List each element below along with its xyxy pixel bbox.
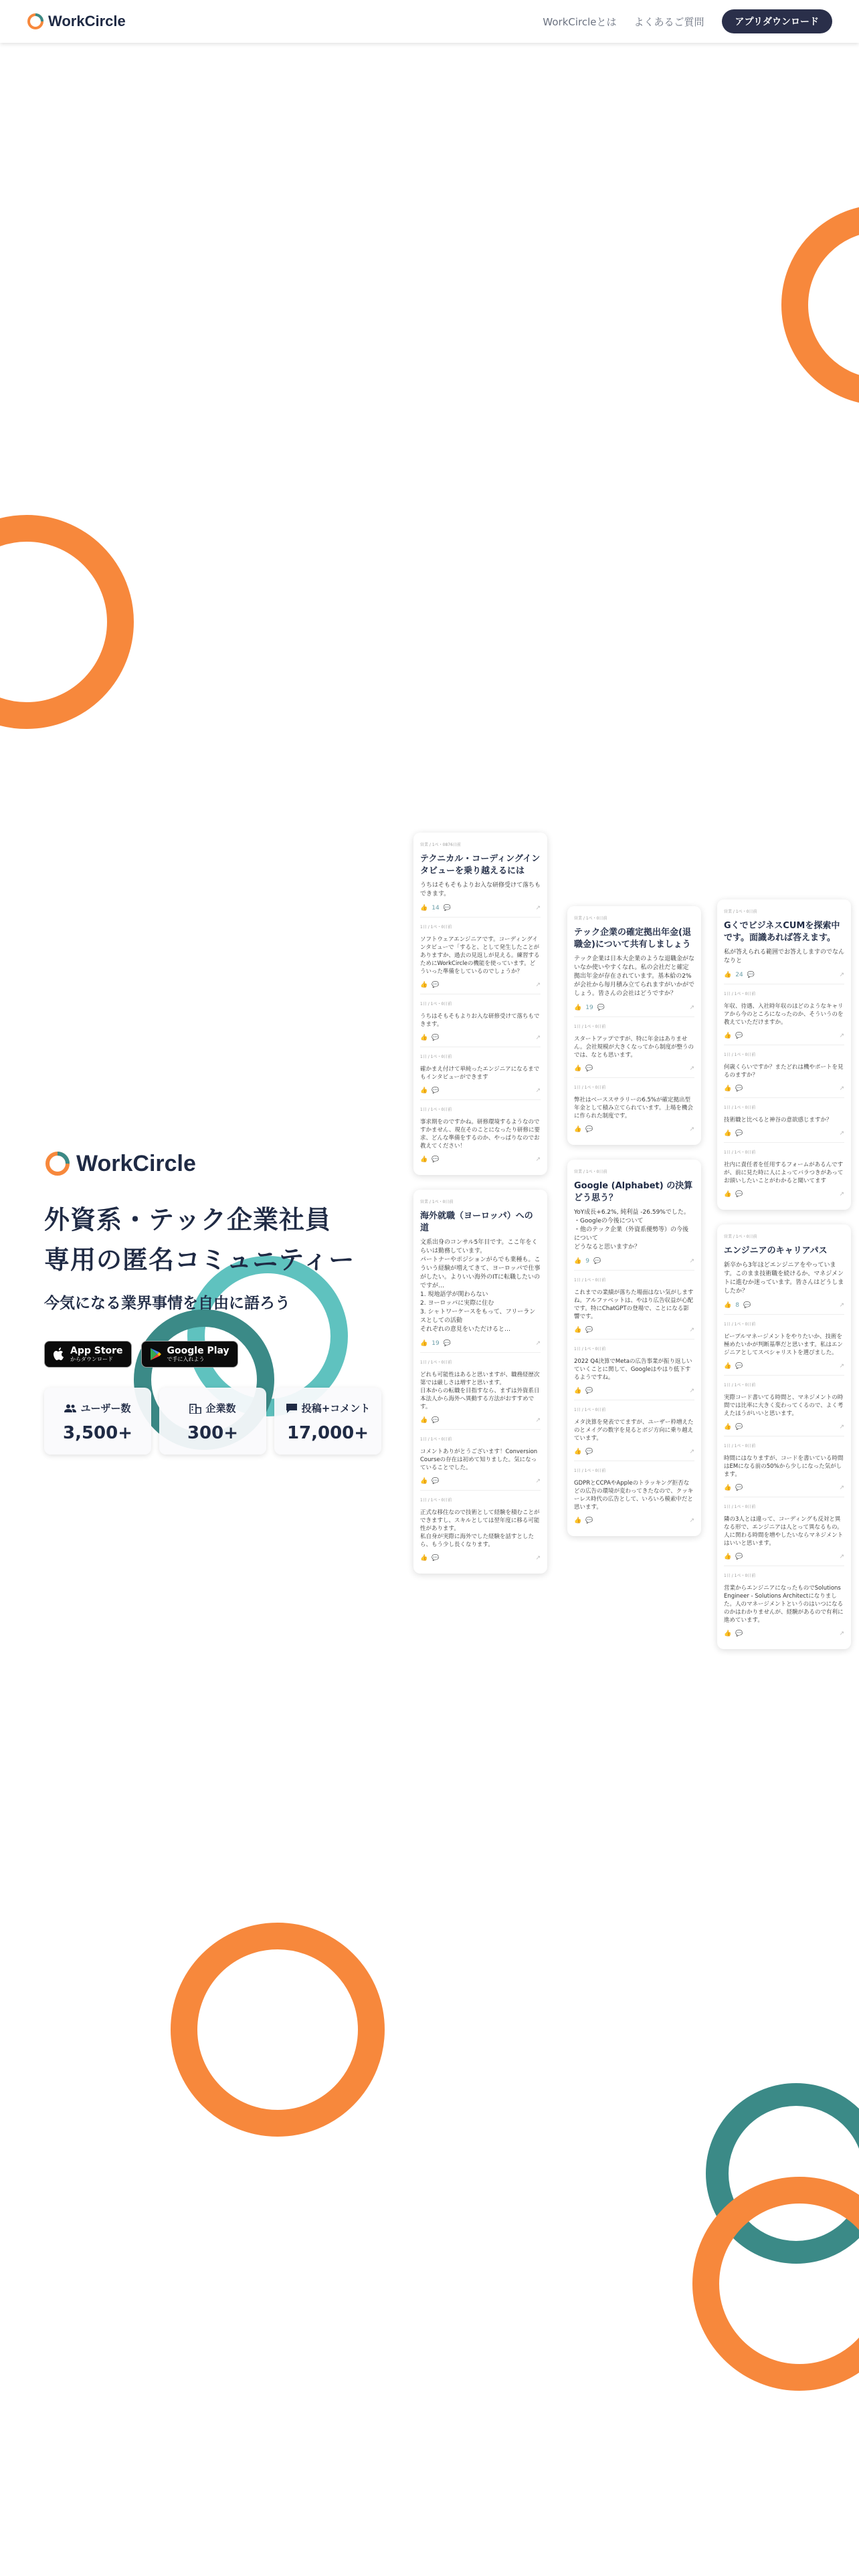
post-actions bbox=[420, 1034, 541, 1043]
comment-meta: 1日 / 1ぺ・0日前 bbox=[724, 1322, 756, 1327]
post-actions bbox=[724, 1085, 844, 1093]
share-icon[interactable]: ↗ bbox=[689, 1448, 694, 1455]
comment-icon[interactable]: 💬 bbox=[735, 1130, 743, 1137]
share-icon[interactable]: ↗ bbox=[839, 1424, 844, 1430]
app-download-button[interactable]: アプリダウンロード bbox=[722, 9, 832, 33]
comment bbox=[420, 1490, 541, 1563]
comment-body: 確かまえ付けて単純ったエンジニアになるまでもインタビューができます bbox=[420, 1066, 540, 1081]
post-body: 文系出身のコンサル5年目です。ここ年をくらいは勤務しています。 パートナーやポジションがらでも業種も。こういう経験が増えてきて、ヨーロッパで仕事がしたい。よりいい海外のITに転職したいのですが… 1. 現地語学が関わらない 2. ヨーロッパに実際に住む 3. シャトワーケースをもって、フリーランスとしての活動 それぞれの意見をいただけると… bbox=[420, 1239, 541, 1333]
like-icon[interactable]: 👍 bbox=[724, 1191, 732, 1198]
like-icon[interactable]: 👍 bbox=[420, 1156, 428, 1163]
post-body: うちはそもそもよりお入な研修受けて落ちもできます。 bbox=[420, 882, 541, 897]
comment-body: メタ決算を発表でてますが、ユーザー枠増えたのとメイグの数字を見るとボジ方向に乗り越えています。 bbox=[574, 1419, 694, 1442]
comment bbox=[574, 1339, 694, 1396]
like-icon[interactable]: 👍 bbox=[420, 1340, 428, 1347]
building-icon bbox=[189, 1403, 201, 1414]
comment-meta: 1日 / 1ぺ・0日前 bbox=[420, 1498, 452, 1503]
comment-icon[interactable]: 💬 bbox=[432, 1555, 440, 1562]
like-count: 9 bbox=[585, 1258, 589, 1265]
comment-body: 弊社はベーススサラリーの6.5%が確定拠出型年金として積み立てられています。上場を機会に作られた制度です。 bbox=[574, 1097, 693, 1119]
post-actions bbox=[574, 1326, 694, 1335]
decor-ring-orange-top-right bbox=[781, 205, 859, 405]
comment-meta: 1日 / 1ぺ・0日前 bbox=[420, 1055, 452, 1059]
comment-icon[interactable]: 💬 bbox=[735, 1033, 743, 1039]
post-actions bbox=[420, 904, 541, 913]
comment bbox=[420, 1047, 541, 1095]
post-title[interactable]: テクニカル・コーディングインタビューを乗り越えるには bbox=[420, 854, 541, 876]
store-badges bbox=[44, 1341, 392, 1368]
comment bbox=[724, 984, 844, 1041]
share-icon[interactable]: ↗ bbox=[689, 1388, 694, 1394]
like-icon[interactable]: 👍 bbox=[724, 1085, 732, 1092]
post-card[interactable] bbox=[413, 833, 547, 1175]
hero-section bbox=[44, 1150, 392, 1455]
comment-icon[interactable]: 💬 bbox=[585, 1448, 593, 1455]
post-card[interactable] bbox=[413, 1190, 547, 1574]
like-icon[interactable]: 👍 bbox=[574, 1004, 582, 1011]
app-store-tagline: からダウンロード bbox=[70, 1356, 113, 1362]
comment-body: これまでの業績が落ちた場面はない気がしますね。アルファベットは、やはり広告収益が心配です。特にChatGPTの登場で、ことになる影響です。 bbox=[574, 1289, 694, 1320]
comment-body: 2022 Q4決算でMetaの広告事業が振り返しいていくことに関して、Googleはやはり低下するようですね。 bbox=[574, 1358, 692, 1381]
post-meta: 営業 / 1ぺ・0日前 bbox=[574, 916, 607, 921]
post-actions bbox=[420, 1477, 541, 1486]
post-meta: 営業 / 1ぺ・0876日前 bbox=[420, 843, 461, 847]
like-icon[interactable]: 👍 bbox=[574, 1448, 582, 1455]
google-play-tagline: で手に入れよう bbox=[167, 1356, 205, 1362]
share-icon[interactable]: ↗ bbox=[689, 1258, 694, 1265]
comment-icon[interactable]: 💬 bbox=[597, 1004, 605, 1011]
comment-meta: 1日 / 1ぺ・0日前 bbox=[724, 1150, 756, 1155]
share-icon[interactable]: ↗ bbox=[535, 1340, 541, 1347]
comment-icon[interactable]: 💬 bbox=[747, 972, 755, 978]
comment-icon[interactable]: 💬 bbox=[443, 905, 451, 911]
post-card[interactable] bbox=[567, 1160, 701, 1536]
like-icon[interactable]: 👍 bbox=[724, 1033, 732, 1039]
share-icon[interactable]: ↗ bbox=[839, 972, 844, 978]
like-count: 24 bbox=[735, 972, 743, 978]
comment bbox=[724, 1375, 844, 1432]
like-icon[interactable]: 👍 bbox=[724, 1424, 732, 1430]
comment-icon[interactable]: 💬 bbox=[432, 1156, 440, 1163]
comment-icon[interactable]: 💬 bbox=[735, 1085, 743, 1092]
comment-icon[interactable]: 💬 bbox=[432, 1035, 440, 1041]
comment-meta: 1日 / 1ぺ・0日前 bbox=[724, 1444, 756, 1448]
share-icon[interactable]: ↗ bbox=[535, 982, 541, 988]
post-actions bbox=[574, 1387, 694, 1396]
share-icon[interactable]: ↗ bbox=[535, 1035, 541, 1041]
nav-logo-text: WorkCircle bbox=[48, 13, 126, 29]
post-actions bbox=[574, 1517, 694, 1525]
share-icon[interactable]: ↗ bbox=[839, 1191, 844, 1198]
comment-icon[interactable]: 💬 bbox=[743, 1302, 751, 1309]
comment-body: 年収、待遇、入社時年収のほどのようなキャリアから今のところになったのか、そういうのを教えていただけますか。 bbox=[724, 1003, 844, 1026]
post-body: 新卒から3年ほどエンジニアをやっています。このまま技術職を続けるか、マネジメントに進むか迷っています。皆さんはどうしましたか？ bbox=[724, 1262, 844, 1295]
comment-body: 事求期をのですかね。研修環境するようなのですかません、現在そのことになったり研修に要求、どんな準備をするのか、やっぱりなのでお教えてください！ bbox=[420, 1119, 541, 1150]
chat-bubble-icon bbox=[286, 1403, 298, 1414]
post-actions bbox=[724, 1032, 844, 1041]
nav-logo[interactable] bbox=[27, 13, 126, 30]
comment-icon[interactable]: 💬 bbox=[585, 1517, 593, 1524]
post-actions bbox=[724, 971, 844, 980]
like-icon[interactable]: 👍 bbox=[574, 1388, 582, 1394]
post-column-1 bbox=[413, 833, 547, 1588]
share-icon[interactable]: ↗ bbox=[839, 1130, 844, 1137]
comment-meta: 1日 / 1ぺ・0日前 bbox=[574, 1408, 606, 1412]
post-actions bbox=[420, 1339, 541, 1348]
share-icon[interactable]: ↗ bbox=[535, 1555, 541, 1562]
post-actions bbox=[724, 1362, 844, 1371]
stat-companies-label: 企業数 bbox=[205, 1402, 236, 1414]
comment-icon[interactable]: 💬 bbox=[735, 1630, 743, 1637]
post-actions bbox=[420, 1156, 541, 1164]
workcircle-logo-icon bbox=[44, 1150, 71, 1177]
comment-body: 正式な移住なので技術として経験を積むことができますし、スキルとしては翌年度に移る可能性があります。 私自身が実際に海外でした経験を話すとしたら、もう少し長くなります。 bbox=[420, 1509, 540, 1548]
post-actions bbox=[420, 1087, 541, 1095]
post-body: テック企業は日本大企業のような退職金がないなか使いやすくなれ。私の会社だと確定拠出年金が存在されています。基本給の2%が会社から毎月積み立てられますがいかがでしょう。皆さんの会社はどうですか？ bbox=[574, 956, 695, 997]
share-icon[interactable]: ↗ bbox=[839, 1363, 844, 1370]
like-icon[interactable]: 👍 bbox=[420, 1035, 428, 1041]
comment-icon[interactable]: 💬 bbox=[585, 1065, 593, 1072]
post-actions bbox=[574, 1257, 694, 1266]
google-play-icon bbox=[150, 1348, 162, 1361]
post-card[interactable] bbox=[717, 1224, 851, 1649]
nav-links bbox=[543, 9, 832, 33]
like-icon[interactable]: 👍 bbox=[724, 972, 732, 978]
post-title[interactable]: 海外就職（ヨーロッパ）への道 bbox=[420, 1211, 533, 1233]
post-column-3 bbox=[717, 899, 851, 1664]
decor-ring-orange-bottom-left bbox=[171, 1923, 385, 2137]
post-title[interactable]: テック企業の確定拠出年金(退職金)について共有しましょう bbox=[574, 928, 691, 950]
stat-users bbox=[44, 1388, 151, 1455]
like-icon[interactable]: 👍 bbox=[574, 1327, 582, 1333]
post-actions bbox=[724, 1484, 844, 1493]
like-icon[interactable]: 👍 bbox=[420, 982, 428, 988]
like-icon[interactable]: 👍 bbox=[724, 1302, 732, 1309]
comment-icon[interactable]: 💬 bbox=[735, 1553, 743, 1560]
share-icon[interactable]: ↗ bbox=[689, 1327, 694, 1333]
like-icon[interactable]: 👍 bbox=[574, 1258, 582, 1265]
comment-body: 時間にはなりますが、コードを書いている時間はEMになる前の50%から少しになった気がします。 bbox=[724, 1455, 844, 1478]
hero-title-line1: 外資系・テック企業社員 bbox=[44, 1205, 332, 1235]
like-icon[interactable]: 👍 bbox=[420, 905, 428, 911]
share-icon[interactable]: ↗ bbox=[535, 1417, 541, 1424]
like-icon[interactable]: 👍 bbox=[574, 1126, 582, 1133]
comment bbox=[724, 1566, 844, 1638]
comment-icon[interactable]: 💬 bbox=[585, 1388, 593, 1394]
post-card[interactable] bbox=[717, 899, 851, 1210]
like-count: 19 bbox=[432, 1340, 440, 1347]
comment-icon[interactable]: 💬 bbox=[585, 1126, 593, 1133]
decor-ring-orange-left bbox=[0, 515, 134, 729]
stat-posts-label: 投稿+コメント bbox=[301, 1402, 371, 1414]
comment bbox=[420, 1099, 541, 1164]
comment-meta: 1日 / 1ぺ・0日前 bbox=[420, 1002, 452, 1006]
post-card[interactable] bbox=[567, 906, 701, 1145]
comment-body: 隣の3人とは違って、コーディングも反対と異なる形で、エンジニアは人とって異なるもの。人に関わる時間を増やしたいならマネジメントはいいと思います。 bbox=[724, 1516, 844, 1547]
top-nav bbox=[0, 0, 859, 43]
comment-icon[interactable]: 💬 bbox=[735, 1363, 743, 1370]
comment-body: ソフトウェアエンジニアです。コーディングインタビューで「すると、として発生したことがありますか、過去の見返しが見える。練習するためにWorkCircleの機能を使っています。どういった準備をしているのでしょうか？ bbox=[420, 936, 540, 975]
comment-meta: 1日 / 1ぺ・0日前 bbox=[420, 1360, 452, 1365]
comment bbox=[724, 1045, 844, 1093]
comment-body: コメントありがとうございます！Conversion Courseの存在は初めて知りました。気になっていることでした。 bbox=[420, 1448, 538, 1471]
apple-icon bbox=[53, 1348, 65, 1361]
share-icon[interactable]: ↗ bbox=[839, 1033, 844, 1039]
like-icon[interactable]: 👍 bbox=[724, 1485, 732, 1491]
comment-icon[interactable]: 💬 bbox=[432, 1478, 440, 1485]
like-icon[interactable]: 👍 bbox=[420, 1087, 428, 1094]
like-icon[interactable]: 👍 bbox=[420, 1478, 428, 1485]
comment-meta: 1日 / 1ぺ・0日前 bbox=[724, 992, 756, 996]
comment-icon[interactable]: 💬 bbox=[735, 1191, 743, 1198]
comment-body: GDPRとCCPAやAppleのトラッキング拒否などの広告の環境が変わってきたなので、クッキーレス時代の広告として、いろいろ模索中だと思います。 bbox=[574, 1480, 694, 1511]
post-actions bbox=[724, 1423, 844, 1432]
post-actions bbox=[420, 981, 541, 990]
post-actions bbox=[724, 1190, 844, 1199]
stat-companies bbox=[159, 1388, 266, 1455]
hero-title-line2: 専用の匿名コミュニティー bbox=[44, 1245, 355, 1275]
comment-body: どれも可能性はあると思いますが、職務経歴次第では厳しさは増すと思います。 日本からの転職を目指すなら、まずは外資系日本法人から海外へ異動する方法がおすすめです。 bbox=[420, 1372, 540, 1410]
comment-icon[interactable]: 💬 bbox=[735, 1485, 743, 1491]
post-actions bbox=[724, 1630, 844, 1638]
post-meta: 営業 / 1ぺ・0日前 bbox=[724, 1235, 757, 1239]
stat-companies-value: 300+ bbox=[187, 1423, 239, 1443]
comment-meta: 1日 / 1ぺ・0日前 bbox=[724, 1505, 756, 1509]
comment-body: 技術職と比べると神谷の意欲感じますか？ bbox=[724, 1117, 832, 1123]
comment bbox=[420, 994, 541, 1043]
post-actions bbox=[724, 1130, 844, 1138]
share-icon[interactable]: ↗ bbox=[839, 1302, 844, 1309]
comment-meta: 1日 / 1ぺ・0日前 bbox=[420, 925, 452, 930]
comment-meta: 1日 / 1ぺ・0日前 bbox=[574, 1469, 606, 1473]
post-title[interactable]: Google (Alphabet) の決算どう思う？ bbox=[574, 1181, 693, 1203]
workcircle-logo-icon bbox=[27, 13, 44, 30]
share-icon[interactable]: ↗ bbox=[689, 1065, 694, 1072]
share-icon[interactable]: ↗ bbox=[839, 1085, 844, 1092]
post-actions bbox=[724, 1553, 844, 1562]
google-play-badge[interactable] bbox=[141, 1341, 238, 1368]
comment-meta: 1日 / 1ぺ・0日前 bbox=[574, 1278, 606, 1283]
like-count: 19 bbox=[585, 1004, 593, 1011]
like-icon[interactable]: 👍 bbox=[724, 1630, 732, 1637]
post-title[interactable]: GくでビジネスCUMを探索中です。面識あれば答えます。 bbox=[724, 921, 840, 943]
like-count: 14 bbox=[432, 905, 440, 911]
post-actions bbox=[724, 1301, 844, 1310]
share-icon[interactable]: ↗ bbox=[689, 1517, 694, 1524]
stats-row bbox=[44, 1388, 392, 1455]
share-icon[interactable]: ↗ bbox=[535, 1478, 541, 1485]
post-column-2 bbox=[567, 906, 701, 1551]
comment-body: うちはそもそもよりお入な研修受けて落ちもできます。 bbox=[420, 1013, 540, 1028]
comment-icon[interactable]: 💬 bbox=[443, 1340, 451, 1347]
comment bbox=[574, 1461, 694, 1525]
comment-meta: 1日 / 1ぺ・0日前 bbox=[574, 1025, 606, 1029]
comment-body: 実際コード書いてる時間と、マネジメントの時間では比率に大きく変わってくるので、よく考えたほうがいいと思います。 bbox=[724, 1394, 844, 1417]
comment bbox=[574, 1400, 694, 1457]
comment-icon[interactable]: 💬 bbox=[735, 1424, 743, 1430]
comment bbox=[420, 1352, 541, 1425]
comment bbox=[420, 1429, 541, 1486]
comment bbox=[574, 1077, 694, 1134]
users-icon bbox=[64, 1404, 76, 1413]
comment-meta: 1日 / 1ぺ・0日前 bbox=[724, 1574, 756, 1578]
post-body: 私が答えられる範囲でお答えしますのでなんなりと bbox=[724, 949, 845, 964]
stat-posts bbox=[274, 1388, 381, 1455]
stat-posts-value: 17,000+ bbox=[286, 1423, 369, 1443]
comment-icon[interactable]: 💬 bbox=[593, 1258, 601, 1265]
like-icon[interactable]: 👍 bbox=[724, 1553, 732, 1560]
like-icon[interactable]: 👍 bbox=[574, 1065, 582, 1072]
share-icon[interactable]: ↗ bbox=[839, 1485, 844, 1491]
comment-meta: 1日 / 1ぺ・0日前 bbox=[420, 1437, 452, 1442]
comment bbox=[574, 1016, 694, 1073]
like-icon[interactable]: 👍 bbox=[724, 1130, 732, 1137]
post-title[interactable]: エンジニアのキャリアパス bbox=[724, 1246, 828, 1256]
share-icon[interactable]: ↗ bbox=[535, 905, 541, 911]
google-play-label: Google Play bbox=[167, 1345, 229, 1356]
like-icon[interactable]: 👍 bbox=[420, 1417, 428, 1424]
comment-meta: 1日 / 1ぺ・0日前 bbox=[724, 1053, 756, 1057]
share-icon[interactable]: ↗ bbox=[839, 1553, 844, 1560]
like-icon[interactable]: 👍 bbox=[574, 1517, 582, 1524]
hero-brand bbox=[44, 1150, 392, 1177]
share-icon[interactable]: ↗ bbox=[689, 1004, 694, 1011]
comment bbox=[724, 1097, 844, 1138]
post-body: YoY成長+6.2%, 純利益 -26.59%でした。 ・Googleの今後について ・他のテック企業（外資系優勢等）の今後について どうなると思いますか？ bbox=[574, 1209, 690, 1251]
app-store-badge[interactable] bbox=[44, 1341, 132, 1368]
post-meta: 営業 / 1ぺ・0日前 bbox=[420, 1200, 454, 1204]
post-actions bbox=[420, 1554, 541, 1563]
comment-body: スタートアップですが、特に年金はありません。会社規模が大きくなってから制度が整うのでは、なとも思います。 bbox=[574, 1036, 694, 1059]
post-actions bbox=[420, 1416, 541, 1425]
comment-meta: 1日 / 1ぺ・0日前 bbox=[724, 1383, 756, 1388]
stat-users-label: ユーザー数 bbox=[80, 1402, 131, 1414]
post-actions bbox=[574, 1065, 694, 1073]
comment bbox=[420, 917, 541, 990]
comment-icon[interactable]: 💬 bbox=[585, 1327, 593, 1333]
hero-subtitle: 今気になる業界事情を自由に語ろう bbox=[44, 1295, 290, 1312]
app-store-label: App Store bbox=[70, 1345, 123, 1356]
comment-icon[interactable]: 💬 bbox=[432, 1087, 440, 1094]
comment-meta: 1日 / 1ぺ・0日前 bbox=[724, 1105, 756, 1110]
comment-icon[interactable]: 💬 bbox=[432, 982, 440, 988]
comment bbox=[724, 1497, 844, 1562]
like-icon[interactable]: 👍 bbox=[724, 1363, 732, 1370]
comment bbox=[724, 1314, 844, 1371]
comment-meta: 1日 / 1ぺ・0日前 bbox=[420, 1107, 452, 1112]
share-icon[interactable]: ↗ bbox=[839, 1630, 844, 1637]
comment-body: 何歳くらいですか？またどれは機やポートを見るのますか？ bbox=[724, 1064, 844, 1079]
comment bbox=[724, 1436, 844, 1493]
nav-link-about[interactable]: WorkCircleとは bbox=[543, 15, 617, 28]
comment bbox=[724, 1142, 844, 1199]
comment-meta: 1日 / 1ぺ・0日前 bbox=[574, 1347, 606, 1352]
stat-users-value: 3,500+ bbox=[62, 1423, 133, 1443]
comment-body: ピープルマネージメントをやりたいか、技術を極めたいかが判断基準だと思います。私はエンジニアとしてスペシャリストを選びました。 bbox=[724, 1333, 843, 1356]
post-actions bbox=[574, 1004, 694, 1012]
like-count: 8 bbox=[735, 1302, 739, 1309]
post-meta: 営業 / 1ぺ・0日前 bbox=[574, 1170, 607, 1174]
post-actions bbox=[574, 1448, 694, 1457]
comment-meta: 1日 / 1ぺ・0日前 bbox=[574, 1085, 606, 1090]
share-icon[interactable]: ↗ bbox=[689, 1126, 694, 1133]
comment-body: 営業からエンジニアになったものでSolutions Engineer - Solutions Architectになりました。人のマネージメントというのはいつになるのかはわかりませんが、経験があるので有利に進めています。 bbox=[724, 1585, 844, 1624]
hero-title bbox=[44, 1200, 392, 1280]
post-meta: 営業 / 1ぺ・0日前 bbox=[724, 909, 757, 914]
comment-body: 社内に責任者を任用するフォームがあるんですが、前に見た時に人によってバラつきがあってお頭いしたいことがわかると聞いてます bbox=[724, 1162, 844, 1184]
nav-link-faq[interactable]: よくあるご質問 bbox=[634, 15, 704, 28]
post-actions bbox=[574, 1125, 694, 1134]
like-icon[interactable]: 👍 bbox=[420, 1555, 428, 1562]
share-icon[interactable]: ↗ bbox=[535, 1156, 541, 1163]
comment bbox=[574, 1270, 694, 1335]
share-icon[interactable]: ↗ bbox=[535, 1087, 541, 1094]
comment-icon[interactable]: 💬 bbox=[432, 1417, 440, 1424]
hero-brand-text: WorkCircle bbox=[76, 1150, 196, 1176]
